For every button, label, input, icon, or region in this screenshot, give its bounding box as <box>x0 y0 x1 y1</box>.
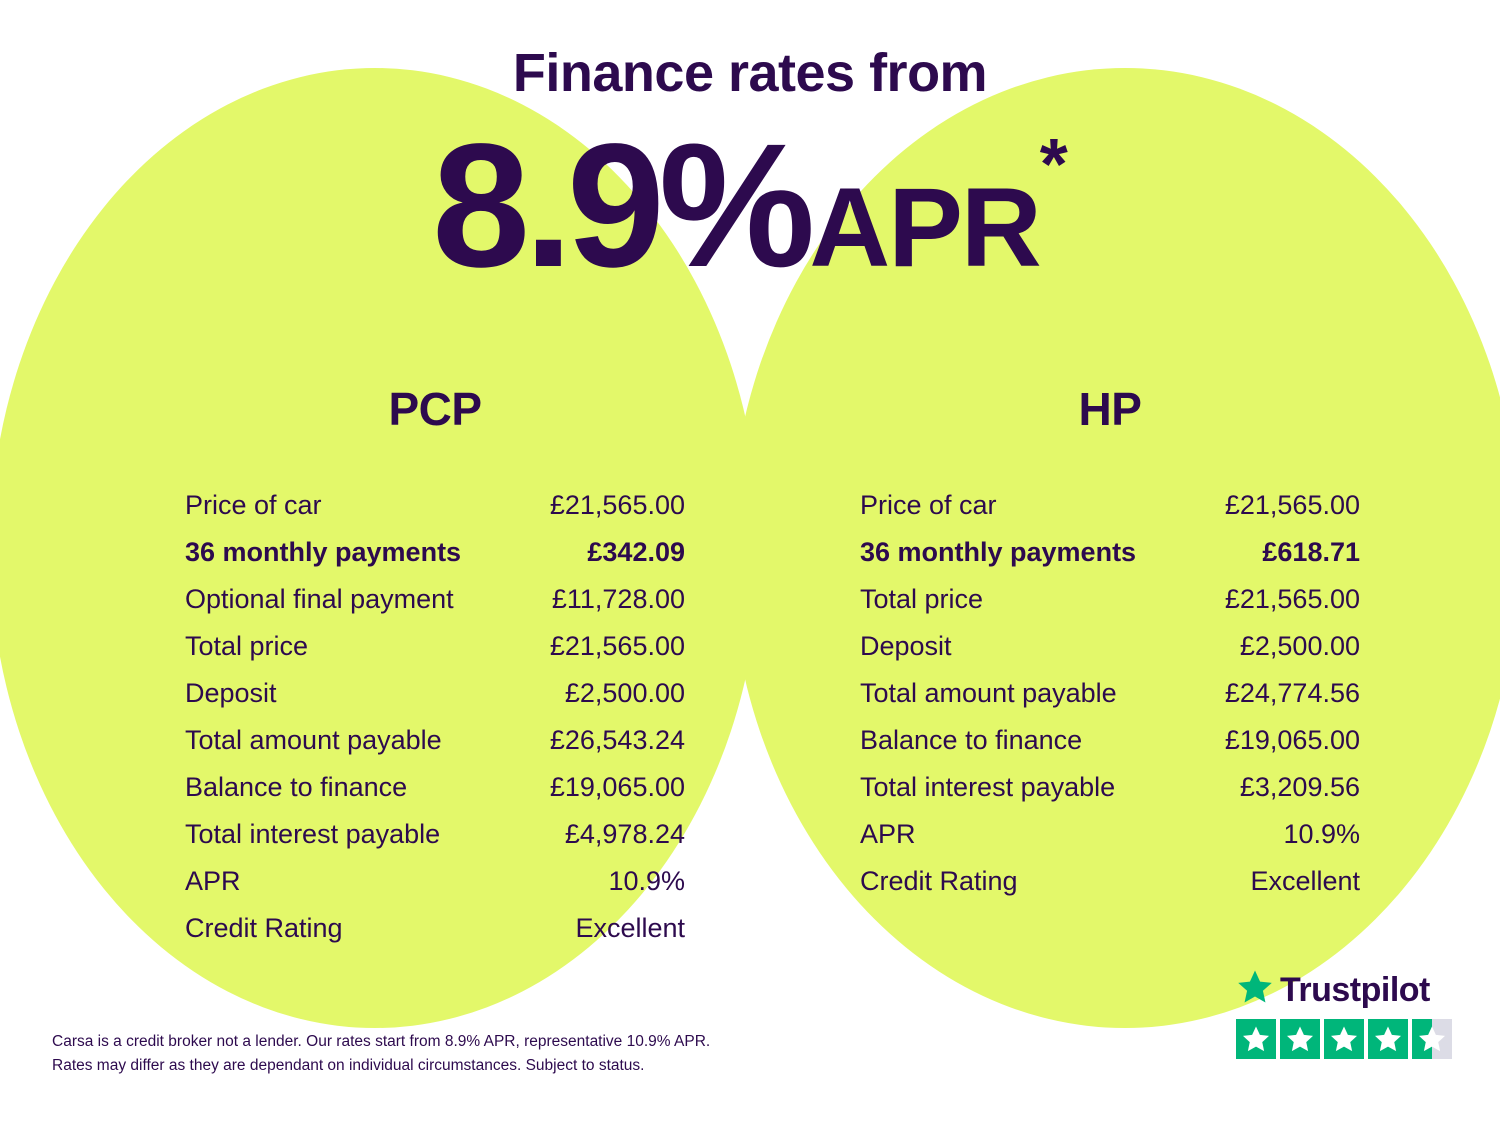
trustpilot-stars <box>1236 1019 1452 1059</box>
table-row <box>860 529 1360 576</box>
trustpilot-star-icon <box>1236 968 1274 1011</box>
row-label: Total price <box>860 584 984 614</box>
disclaimer-line-1: Carsa is a credit broker not a lender. Our rates start from 8.9% APR, representative 10.9% APR. <box>52 1033 711 1050</box>
table-row <box>185 670 685 717</box>
star-icon-4 <box>1368 1019 1408 1059</box>
row-value: £24,774.56 <box>1224 678 1360 708</box>
page-title: Finance rates from <box>512 43 988 103</box>
row-value: 10.9% <box>608 866 685 896</box>
row-value: £21,565.00 <box>1224 584 1360 614</box>
row-label: Credit Rating <box>185 913 343 943</box>
table-row <box>860 811 1360 858</box>
trustpilot-wordmark: Trustpilot <box>1280 970 1430 1009</box>
row-value: £4,978.24 <box>564 819 685 849</box>
row-value: Excellent <box>575 913 685 943</box>
row-value: £19,065.00 <box>1224 725 1360 755</box>
row-value: Excellent <box>1250 866 1360 896</box>
row-value: £2,500.00 <box>564 678 685 708</box>
table-row <box>860 576 1360 623</box>
row-value: £3,209.56 <box>1239 772 1360 802</box>
row-label: Price of car <box>185 490 322 520</box>
row-label: Balance to finance <box>860 725 1083 755</box>
table-row <box>185 482 685 529</box>
row-value: £2,500.00 <box>1239 631 1360 661</box>
apr-headline <box>0 108 1500 304</box>
table-row <box>860 623 1360 670</box>
row-label: Total interest payable <box>860 772 1116 802</box>
row-value: £19,065.00 <box>549 772 685 802</box>
table-row <box>185 717 685 764</box>
table-row <box>860 858 1360 905</box>
table-row <box>860 670 1360 717</box>
apr-word: APR <box>809 165 1040 290</box>
column-title-pcp: PCP <box>388 383 482 435</box>
row-label: Balance to finance <box>185 772 408 802</box>
table-row <box>185 905 685 952</box>
row-label: Total interest payable <box>185 819 441 849</box>
row-label: 36 monthly payments <box>860 537 1137 567</box>
table-row <box>860 482 1360 529</box>
row-label: Total price <box>185 631 309 661</box>
disclaimer <box>52 1030 832 1078</box>
apr-asterisk: * <box>1039 125 1068 205</box>
row-label: 36 monthly payments <box>185 537 462 567</box>
row-value: 10.9% <box>1283 819 1360 849</box>
star-icon-3 <box>1324 1019 1364 1059</box>
row-value: £21,565.00 <box>549 631 685 661</box>
row-label: Total amount payable <box>185 725 442 755</box>
finance-column-pcp <box>0 382 750 952</box>
row-label: APR <box>185 866 241 896</box>
star-icon-2 <box>1280 1019 1320 1059</box>
row-label: Credit Rating <box>860 866 1018 896</box>
row-label: APR <box>860 819 916 849</box>
row-label: Total amount payable <box>860 678 1117 708</box>
apr-rate: 8.9% <box>432 108 810 304</box>
table-row <box>185 858 685 905</box>
table-row <box>185 764 685 811</box>
finance-comparison <box>0 382 1500 952</box>
row-label: Optional final payment <box>185 584 454 614</box>
column-title-hp: HP <box>1078 383 1142 435</box>
row-value: £21,565.00 <box>549 490 685 520</box>
row-value: £11,728.00 <box>551 584 685 614</box>
table-row <box>185 576 685 623</box>
table-row <box>185 811 685 858</box>
table-row <box>860 764 1360 811</box>
row-label: Deposit <box>860 631 952 661</box>
table-row <box>185 529 685 576</box>
row-label: Price of car <box>860 490 997 520</box>
table-row <box>860 717 1360 764</box>
row-label: Deposit <box>185 678 277 708</box>
table-row <box>185 623 685 670</box>
disclaimer-line-2: Rates may differ as they are dependant on individual circumstances. Subject to status. <box>52 1057 645 1075</box>
star-icon-1 <box>1236 1019 1276 1059</box>
row-value: £618.71 <box>1262 537 1360 567</box>
row-value: £26,543.24 <box>549 725 685 755</box>
finance-column-hp <box>750 382 1500 952</box>
star-icon-5-half <box>1412 1019 1452 1059</box>
trustpilot-rating <box>1236 968 1452 1059</box>
row-value: £342.09 <box>587 537 685 567</box>
row-value: £21,565.00 <box>1224 490 1360 520</box>
